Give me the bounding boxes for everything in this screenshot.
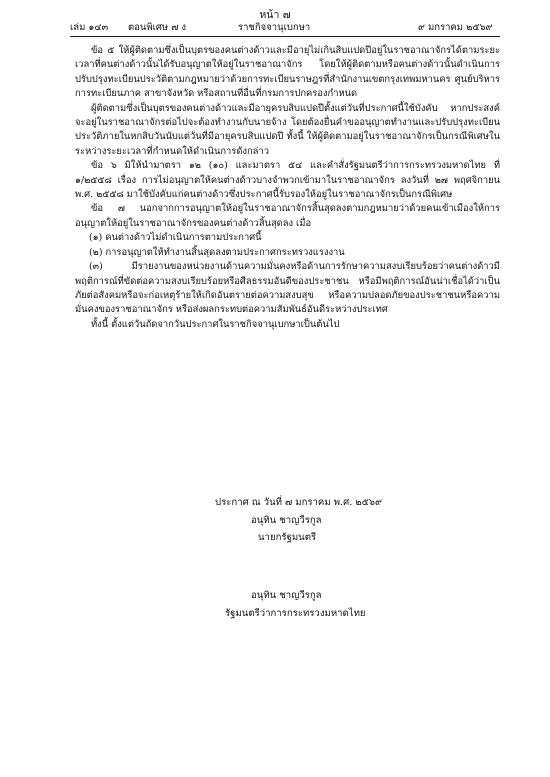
signer-title: นายกรัฐมนตรี	[258, 532, 317, 543]
list-item: (๓) มีรายงานของหน่วยงานด้านความมั่นคงหรือด้านการรักษาความสงบเรียบร้อยว่าคนต่างด้าวมีพฤติการณ์ที่ขัดต่อความสงบเรียบร้อยหรือศีลธรรมอันดีของประชาชน หรือมีพฤติการณ์อันน่าเชื่อได้ว่าเป็นภัยต่อสังคมหรือจะก่อเหตุร้ายให้เกิดอันตรายต่อความสงบสุข หรือความปลอดภัยของประชาชนหรือความมั่นคงของราชอาณาจักร หรือส่งผลกระทบต่อความสัมพันธ์อันดีระหว่างประเทศ	[75, 261, 500, 316]
gazette-name: ราชกิจจานุเบกษา	[238, 22, 311, 33]
volume-label: เล่ม ๑๔๓	[70, 22, 109, 33]
section-label: ตอนพิเศษ ๗ ง	[128, 22, 186, 33]
signer-title: รัฐมนตรีว่าการกระทรวงมหาดไทย	[225, 608, 366, 619]
clause-5-followup-paragraph: ผู้ติดตามซึ่งเป็นบุตรของคนต่างด้าวและมีอายุครบสิบแปดปีตั้งแต่วันที่ประกาศนี้ใช้บังคับ หากประสงค์จะอยู่ในราชอาณาจักรต่อไปจะต้องทำงานกับนายจ้าง โดยต้องยื่นคำขออนุญาตทำงานและปรับปรุงทะเบียนประวัติภายในหกสิบวันนับแต่วันที่มีอายุครบสิบแปดปี ทั้งนี้ ให้ผู้ติดตามอยู่ในราชอาณาจักรเป็นกรณีพิเศษในระหว่างระยะเวลาที่กำหนดให้ดำเนินการดังกล่าว	[75, 102, 500, 157]
signer-name: อนุทิน ชาญวีรกูล	[251, 590, 322, 601]
issue-date: ๙ มกราคม ๒๕๖๙	[418, 22, 493, 33]
page-number: หน้า ๗	[259, 9, 291, 21]
list-item: (๒) การอนุญาตให้ทำงานสิ้นสุดลงตามประกาศกระทรวงแรงงาน	[89, 246, 345, 258]
clause-5-paragraph: ข้อ ๕ ให้ผู้ติดตามซึ่งเป็นบุตรของคนต่างด้าวและมีอายุไม่เกินสิบแปดปีอยู่ในราชอาณาจักรได้ตามระยะเวลาที่คนต่างด้าวนั้นได้รับอนุญาตให้อยู่ในราชอาณาจักร โดยให้ผู้ติดตามหรือคนต่างด้าวนั้นดำเนินการปรับปรุงทะเบียนประวัติตามกฎหมายว่าด้วยการทะเบียนราษฎรที่สำนักงานเขตกรุงเทพมหานคร ศูนย์บริหารการทะเบียนภาค สาขาจังหวัด หรือสถานที่อื่นที่กรมการปกครองกำหนด	[75, 45, 500, 100]
header-rule	[70, 36, 500, 37]
document-body	[75, 44, 500, 332]
clause-7-paragraph: ข้อ ๗ นอกจากการอนุญาตให้อยู่ในราชอาณาจักรสิ้นสุดลงตามกฎหมายว่าด้วยคนเข้าเมืองให้การอนุญาตให้อยู่ในราชอาณาจักรของคนต่างด้าวสิ้นสุดลง เมื่อ	[75, 203, 500, 229]
effective-date-paragraph: ทั้งนี้ ตั้งแต่วันถัดจากวันประกาศในราชกิจจานุเบกษาเป็นต้นไป	[91, 318, 340, 330]
announcement-date: ประกาศ ณ วันที่ ๗ มกราคม พ.ศ. ๒๕๖๙	[215, 497, 382, 508]
clause-6-paragraph: ข้อ ๖ มิให้นำมาตรา ๑๒ (๑๐) และมาตรา ๕๔ และคำสั่งรัฐมนตรีว่าการกระทรวงมหาดไทย ที่ ๑/๒๕๕๘ เรื่อง การไม่อนุญาตให้คนต่างด้าวบางจำพวกเข้ามาในราชอาณาจักร ลงวันที่ ๒๗ พฤศจิกายน พ.ศ. ๒๕๕๘ มาใช้บังคับแก่คนต่างด้าวซึ่งประกาศนี้รับรองให้อยู่ในราชอาณาจักรเป็นกรณีพิเศษ	[75, 160, 500, 201]
list-item: (๑) คนต่างด้าวไม่ดำเนินการตามประกาศนี้	[89, 232, 262, 244]
signer-name: อนุทิน ชาญวีรกูล	[251, 515, 322, 526]
